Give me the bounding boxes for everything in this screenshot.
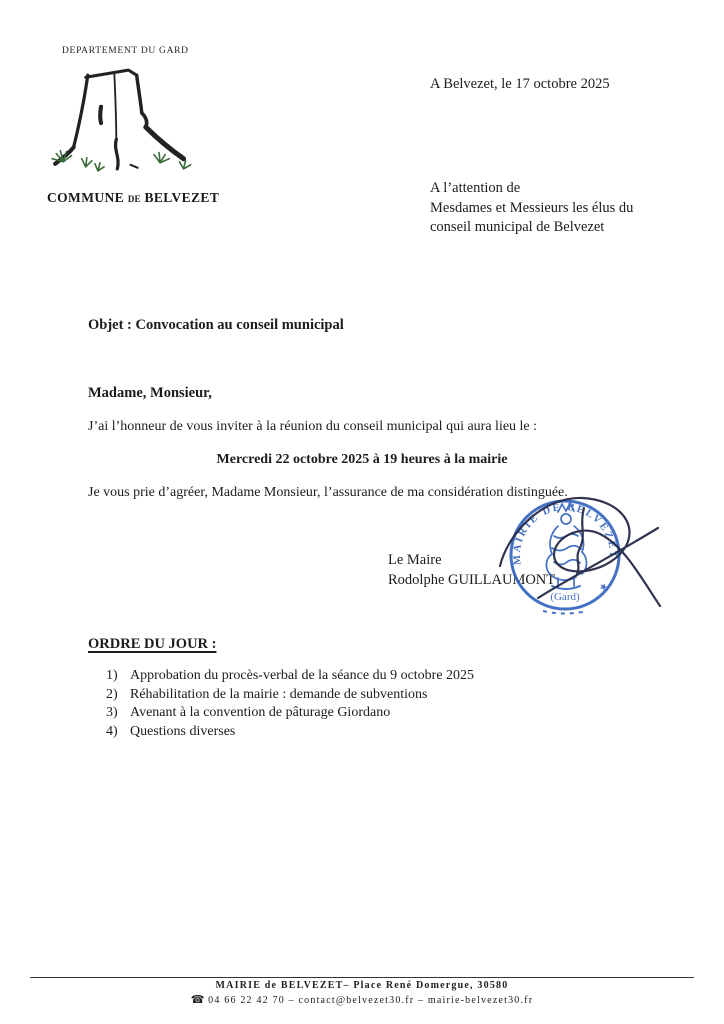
footer-contact-text: 04 66 22 42 70 – contact@belvezet30.fr – mairie-belvezet30.fr (208, 995, 534, 1006)
stamp-ring-text: MAIRIE DE BELVEZET (511, 501, 619, 566)
agenda-item-number: 2) (106, 686, 118, 702)
department-label: DEPARTEMENT DU GARD (62, 46, 189, 56)
stamp-star: ★ (596, 580, 610, 595)
commune-logo (50, 64, 205, 181)
agenda-list (106, 668, 474, 742)
agenda-item (106, 724, 474, 743)
commune-name-part2: DE (127, 194, 141, 204)
agenda-item-text: Questions diverses (130, 723, 236, 739)
commune-name-part1: COMMUNE (47, 190, 128, 205)
agenda-item-text: Approbation du procès-verbal de la séance du 9 octobre 2025 (130, 668, 475, 683)
intro-paragraph: J’ai l’honneur de vous inviter à la réunion du conseil municipal qui aura lieu le : (88, 419, 538, 434)
agenda-item-number: 4) (106, 723, 118, 739)
phone-icon: ☎ (190, 994, 205, 1006)
subject-line: Objet : Convocation au conseil municipal (88, 317, 344, 333)
commune-name-part3: BELVEZET (140, 190, 220, 205)
footer-address: MAIRIE de BELVEZET– Place René Domergue, 30580 (215, 980, 509, 991)
signer-title: Le Maire (388, 552, 442, 568)
stamp-gard-text: (Gard) (550, 591, 580, 603)
mayor-stamp (488, 478, 678, 643)
meeting-line: Mercredi 22 octobre 2025 à 19 heures à la mairie (216, 452, 508, 467)
tower-sketch-icon (50, 64, 205, 176)
attention-line-1: A l’attention de (430, 180, 521, 196)
agenda-item-text: Avenant à la convention de pâturage Giordano (130, 705, 391, 721)
signer-name: Rodolphe GUILLAUMONT (388, 572, 556, 588)
agenda-item-text: Réhabilitation de la mairie : demande de subventions (130, 686, 428, 702)
agenda-item (106, 668, 474, 687)
grass-tufts (52, 151, 190, 171)
commune-name (47, 190, 219, 206)
agenda-heading: ORDRE DU JOUR : (88, 636, 217, 652)
agenda-item (106, 687, 474, 706)
footer-contact (0, 993, 724, 1006)
attention-line-3: conseil municipal de Belvezet (430, 219, 605, 235)
footer-divider (30, 977, 694, 978)
stamp-icon (488, 478, 678, 638)
letter-date: A Belvezet, le 17 octobre 2025 (430, 76, 610, 92)
attention-line-2: Mesdames et Messieurs les élus du (430, 199, 634, 216)
agenda-item (106, 705, 474, 724)
closing-paragraph: Je vous prie d’agréer, Madame Monsieur, l’assurance de ma considération distinguée. (88, 485, 568, 500)
salutation: Madame, Monsieur, (88, 385, 212, 401)
agenda-item-number: 1) (106, 668, 118, 683)
agenda-item-number: 3) (106, 705, 118, 721)
attention-block (430, 179, 633, 238)
